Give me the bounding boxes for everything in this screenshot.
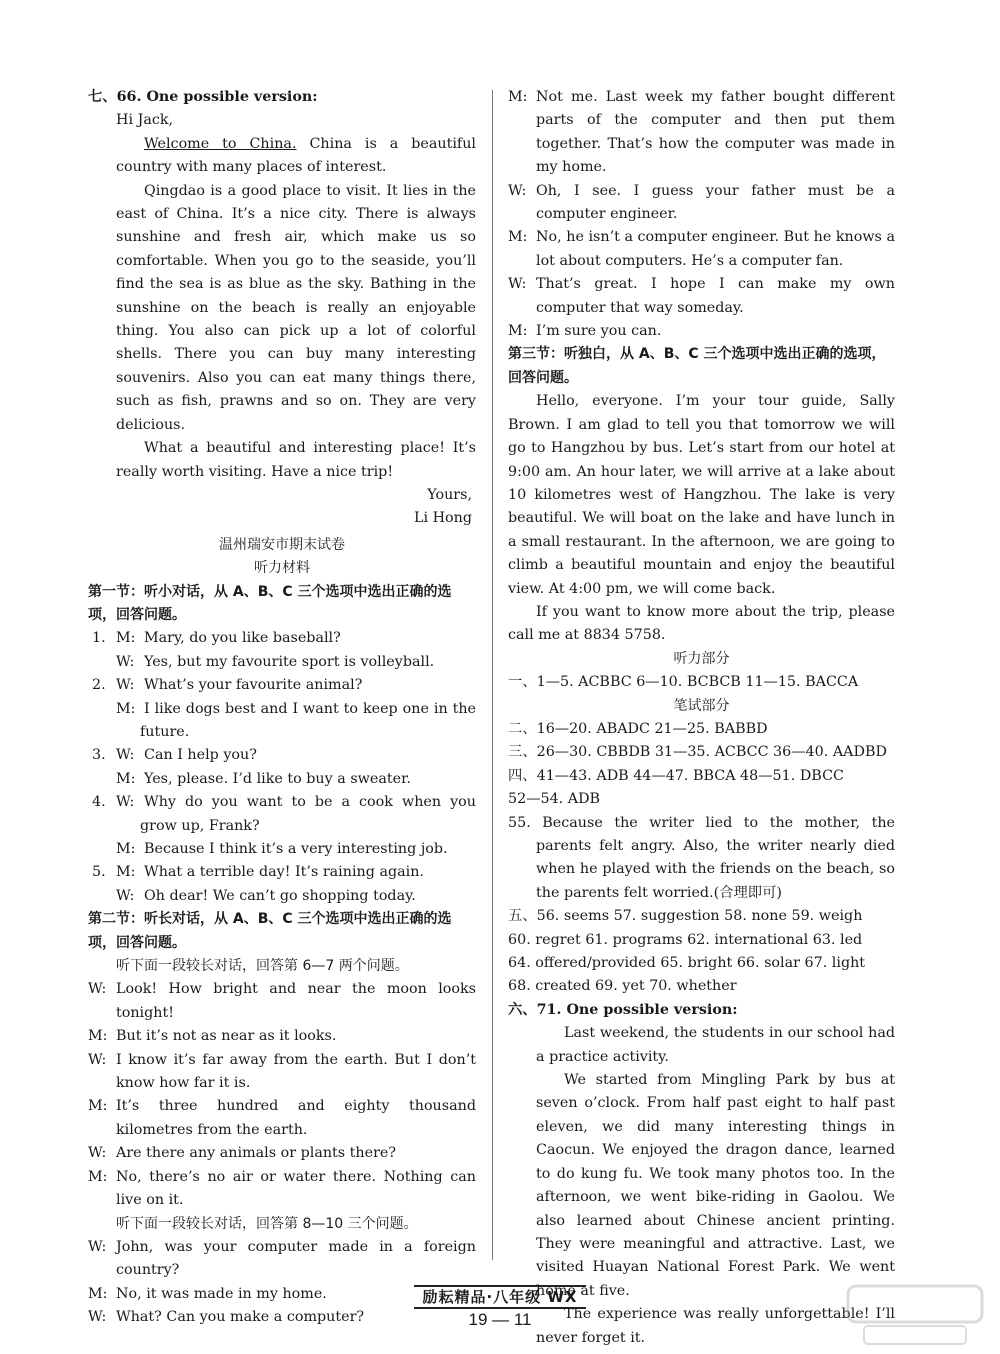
- dialogue-text: No, he isn’t a computer engineer. But he knows a lot about computers. He’s a computer fan.: [536, 229, 895, 269]
- dialogue-line: [88, 1236, 476, 1283]
- dialogue-text: Look! How bright and near the moon looks tonight!: [116, 981, 476, 1021]
- dialogue-line: [88, 861, 476, 884]
- dialogue-text: I like dogs best and I want to keep one in the future.: [140, 700, 476, 740]
- dialogue-text: Yes, but my favourite sport is volleyball.: [144, 653, 435, 670]
- answers-60-63: 60. regret 61. programs 62. international 63. led: [508, 931, 863, 948]
- question-number: 3.: [92, 747, 106, 764]
- brand-text: 励耘精品·八年级 WX: [414, 1285, 585, 1309]
- speaker-label: W:: [116, 677, 135, 694]
- answers-41-51: 四、41—43. ADB 44—47. BBCA 48—51. DBCC: [508, 767, 844, 784]
- dialogue-line: [508, 86, 895, 180]
- watermark-logo-icon: [840, 1280, 990, 1350]
- answers-52-54: 52—54. ADB: [508, 791, 601, 808]
- dialogue-line: [88, 698, 476, 745]
- section-2-instructions: 第二节：听长对话，从 A、B、C 三个选项中选出正确的选项，回答问题。: [88, 911, 452, 951]
- dialogue-text: Can I help you?: [144, 747, 257, 764]
- welcome-underlined: Welcome to China.: [144, 135, 297, 152]
- dialogue-text: Because I think it’s a very interesting job.: [144, 841, 448, 857]
- dialogue-line: [508, 226, 895, 273]
- short-dialogues: [88, 627, 476, 908]
- speaker-label: M:: [88, 1168, 108, 1185]
- speaker-label: W:: [508, 276, 527, 293]
- listening-part-heading: 听力部分: [673, 650, 730, 667]
- speaker-label: M:: [116, 841, 136, 857]
- dialogue-text: Not me. Last week my father bought different parts of the computer and then put them together. That’s how the computer was made in my home.: [536, 89, 895, 176]
- speaker-label: M:: [116, 864, 136, 881]
- dialogue-line: [508, 320, 895, 343]
- section-6-heading: 六、71. One possible version:: [508, 1001, 738, 1018]
- dialogue-text: What? Can you make a computer?: [116, 1309, 365, 1326]
- written-part-heading: 笔试部分: [673, 697, 730, 714]
- speaker-label: W:: [88, 1309, 107, 1326]
- essay-paragraph-2: We started from Mingling Park by bus at seven o’clock. From half past eight to half past eleven, we did many interesting things in Caocun. We enjoyed the dragon dance, learned to do kung fu. We took many photos too. In the afternoon, we went bike-riding in Gaolou. We also learned about Chinese ancient printing. They were meaningful and attractive. Last, we visited Huayan National Forest Park. We went home at five.: [536, 1072, 895, 1299]
- answers-64-67: 64. offered/provided 65. bright 66. solar 67. light: [508, 955, 866, 972]
- dialogue-text: No, there’s no air or water there. Nothing can live on it.: [116, 1168, 476, 1209]
- dialogue-text: I know it’s far away from the earth. But I don’t know how far it is.: [116, 1051, 476, 1092]
- letter-signature: Li Hong: [413, 510, 472, 527]
- speaker-label: M:: [88, 1098, 108, 1115]
- dialogue-text: John, was your computer made in a foreign country?: [116, 1238, 476, 1279]
- speaker-label: W:: [88, 1051, 107, 1068]
- dialogue-line: [88, 1166, 476, 1213]
- speaker-label: W:: [116, 794, 135, 811]
- dialogue-line: [88, 768, 476, 791]
- dialogue-line: [88, 1025, 476, 1048]
- section-1-instructions: 第一节：听小对话，从 A、B、C 三个选项中选出正确的选项，回答问题。: [88, 583, 452, 623]
- dialogue-text: Mary, do you like baseball?: [144, 630, 341, 647]
- dialogue-line: [88, 651, 476, 674]
- speaker-label: M:: [116, 630, 136, 647]
- dialogue-line: [88, 838, 476, 861]
- speaker-label: M:: [508, 229, 528, 246]
- speaker-label: W:: [88, 1238, 107, 1255]
- dialogue-line: [88, 674, 476, 697]
- listening-material-title: 听力材料: [254, 560, 310, 577]
- speaker-label: W:: [88, 981, 107, 998]
- speaker-label: W:: [116, 653, 135, 670]
- dialogue-line: [508, 273, 895, 320]
- dialogue-line: [88, 627, 476, 650]
- dialogue-text: Are there any animals or plants there?: [116, 1145, 397, 1162]
- speaker-label: M:: [116, 770, 136, 787]
- answer-55: 55. Because the writer lied to the mother, the parents felt angry. Also, the writer nearly died when he played with the friends on the beach, so the parents felt worried.(合理即可): [508, 814, 895, 901]
- answers-26-40: 三、26—30. CBBDB 31—35. ACBCC 36—40. AADBD: [508, 744, 887, 761]
- dialogue-text: Yes, please. I’d like to buy a sweater.: [144, 770, 411, 787]
- question-number: 1.: [92, 630, 106, 647]
- question-number: 2.: [92, 677, 106, 694]
- letter-paragraph-1: Qingdao is a good place to visit. It lies in the east of China. It’s a nice city. There is always sunshine and fresh air, which make us so comfortable. When you go to the seaside, you’ll find the sea is as blue as the sky. Bathing in the sunshine on the beach is really an enjoyable thing. You also can pick up a lot of colorful shells. There you can buy many interesting souvenirs. Also you can eat many things there, such as fish, prawns and so on. They are very delicious.: [116, 182, 476, 433]
- dialogue-text: It’s three hundred and eighty thousand kilometres from the earth.: [116, 1098, 476, 1138]
- right-column: [508, 86, 895, 1350]
- speaker-label: W:: [88, 1145, 107, 1162]
- answers-16-25: 二、16—20. ABADC 21—25. BABBD: [508, 720, 768, 737]
- dialogue-text: Oh dear! We can’t go shopping today.: [144, 887, 416, 904]
- essay-paragraph-1: Last weekend, the students in our school had a practice activity.: [536, 1025, 895, 1065]
- dialogue-8-10-continued: [508, 86, 895, 343]
- speaker-label: W:: [508, 182, 527, 199]
- section-3-instructions: 第三节：听独白，从 A、B、C 三个选项中选出正确的选项，回答问题。: [508, 346, 886, 386]
- answers-68-70: 68. created 69. yet 70. whether: [508, 978, 737, 995]
- dialogue-text: I’m sure you can.: [536, 323, 662, 340]
- monologue-paragraph-2: If you want to know more about the trip, please call me at 8834 5758.: [508, 603, 895, 644]
- letter-closing: Yours,: [427, 486, 472, 503]
- dialogue-line: [88, 1142, 476, 1165]
- left-column: [88, 86, 476, 1330]
- letter-paragraph-2: What a beautiful and interesting place! It’s really worth visiting. Have a nice trip!: [116, 440, 476, 480]
- question-number: 5.: [92, 864, 106, 881]
- dialogue-text: That’s great. I hope I can make my own computer that way someday.: [536, 276, 895, 316]
- speaker-label: M:: [88, 1028, 108, 1045]
- letter-intro: [88, 133, 476, 180]
- monologue-paragraph-1: Hello, everyone. I’m your tour guide, Sally Brown. I am glad to tell you that tomorrow we will go to Hangzhou by bus. Let’s start from our hotel at 9:00 am. An hour later, we will arrive at a lake about 10 kilometres west of Hangzhou. The lake is very beautiful. We will boat on the lake and have lunch in a small restaurant. In the afternoon, we are going to climb a beautiful mountain and enjoy the beautiful view. At 4:00 pm, we will come back.: [508, 393, 895, 597]
- page-number: 19 — 11: [468, 1310, 532, 1329]
- dialogue-line: [88, 885, 476, 908]
- speaker-label: M:: [116, 700, 136, 717]
- speaker-label: W:: [116, 887, 135, 904]
- section-7-heading: 七、66. One possible version:: [88, 89, 318, 105]
- essay-paragraph-3: The experience was really unforgettable! I’ll never forget it.: [536, 1306, 895, 1346]
- dialogue-6-7: [88, 978, 476, 1212]
- dialogue-line: [88, 978, 476, 1025]
- speaker-label: M:: [508, 323, 528, 340]
- dialogue-line: [88, 1095, 476, 1142]
- dialogue-text: No, it was made in my home.: [116, 1285, 327, 1302]
- answers-1-15: 一、1—5. ACBBC 6—10. BCBCB 11—15. BACCA: [508, 674, 859, 691]
- dialogue-text: Why do you want to be a cook when you grow up, Frank?: [140, 794, 476, 834]
- dialogue-line: [88, 1049, 476, 1096]
- dialogue-text: Oh, I see. I guess your father must be a computer engineer.: [536, 182, 895, 223]
- column-divider: [492, 90, 493, 1260]
- dialogue-text: What a terrible day! It’s raining again.: [144, 864, 424, 881]
- question-number: 4.: [92, 794, 106, 811]
- welcome-rest: China is a beautiful country with many places of interest.: [116, 135, 477, 176]
- dialogue-text: But it’s not as near as it looks.: [116, 1028, 337, 1045]
- dialogue-line: [88, 791, 476, 838]
- speaker-label: M:: [508, 89, 528, 105]
- exam-title: 温州瑞安市期末试卷: [219, 536, 345, 553]
- speaker-label: M:: [88, 1285, 108, 1302]
- answers-56-59: 五、56. seems 57. suggestion 58. none 59. weigh: [508, 908, 863, 925]
- dialogue-text: What’s your favourite animal?: [144, 677, 363, 694]
- dialogue-8-10-intro: 听下面一段较长对话，回答第 8—10 三个问题。: [116, 1215, 418, 1232]
- dialogue-6-7-intro: 听下面一段较长对话，回答第 6—7 两个问题。: [116, 958, 409, 975]
- dialogue-line: [508, 180, 895, 227]
- speaker-label: W:: [116, 747, 135, 764]
- dialogue-line: [88, 744, 476, 767]
- letter-greeting: Hi Jack,: [116, 112, 174, 129]
